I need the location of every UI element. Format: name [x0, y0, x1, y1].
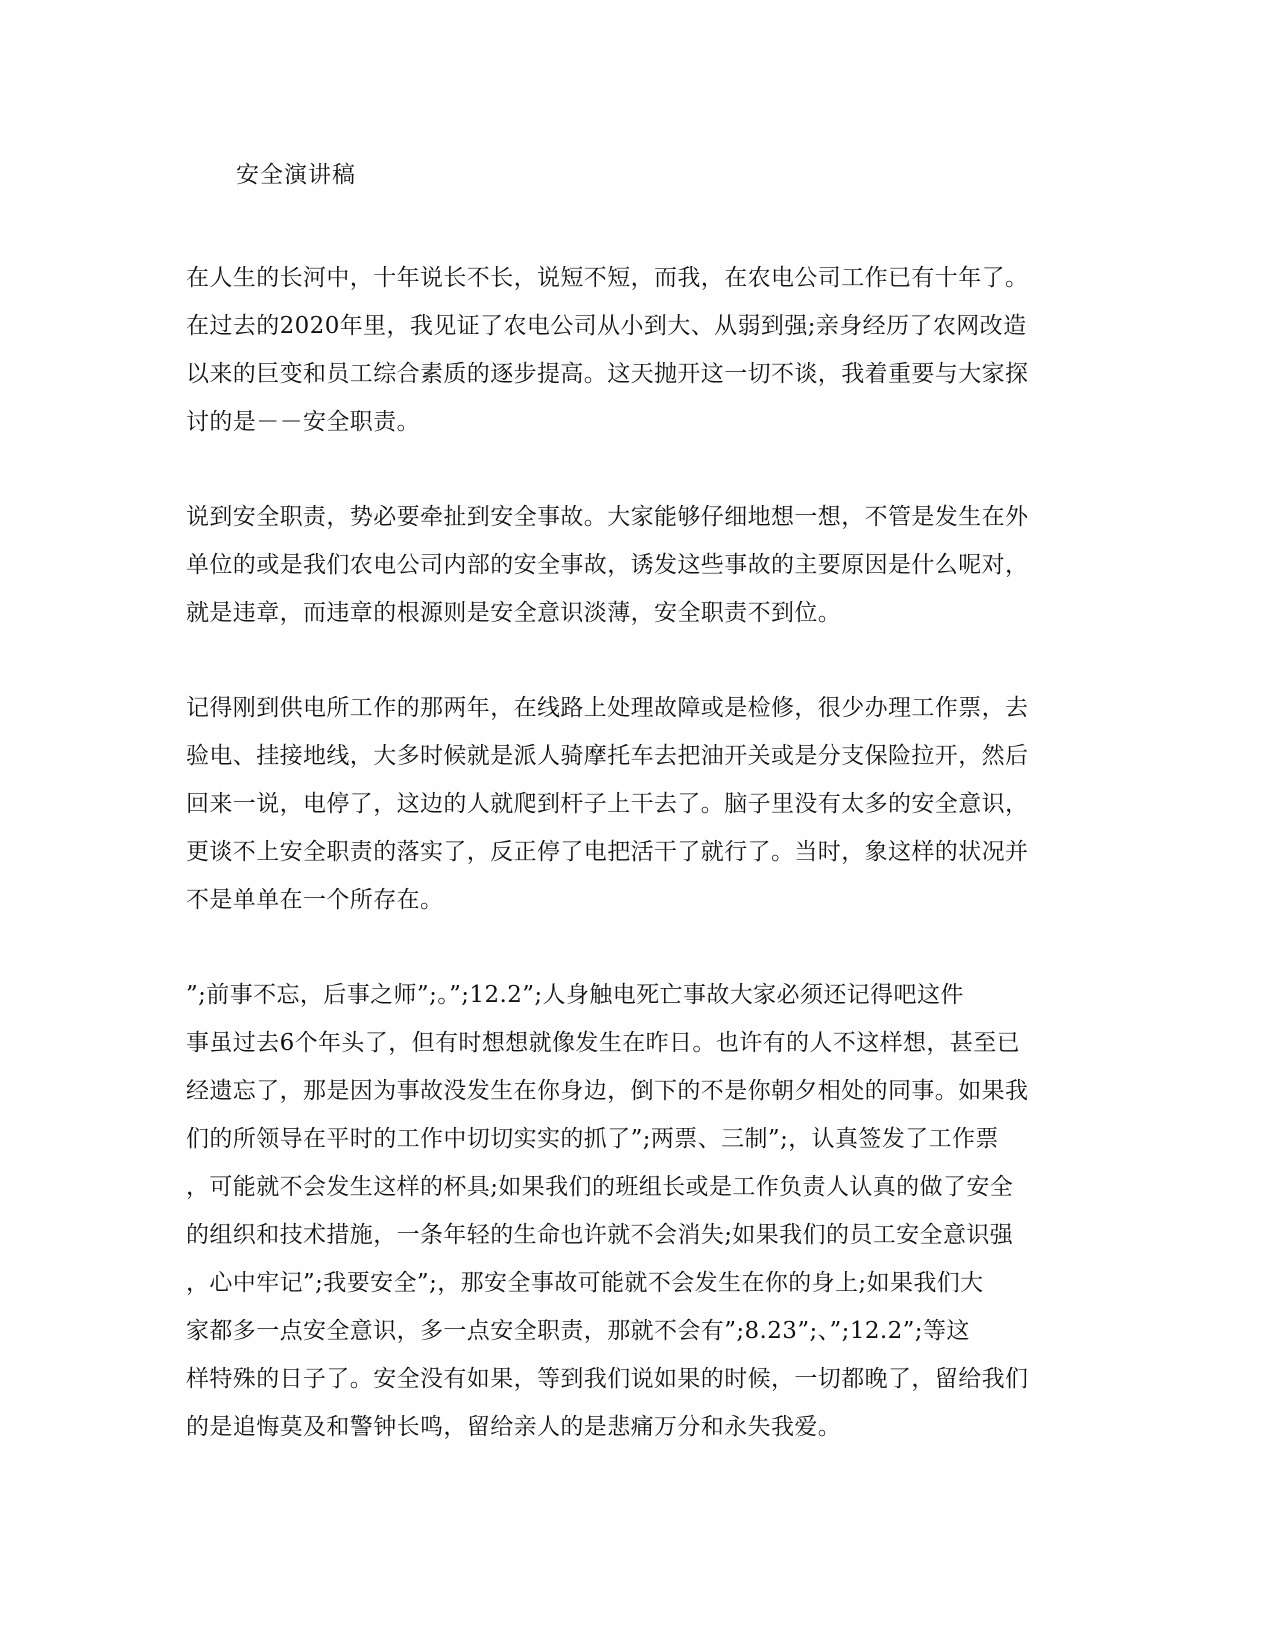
paragraph-line: 讨的是－－安全职责。: [186, 409, 420, 435]
paragraph-line: 事虽过去6个年头了，但有时想想就像发生在昨日。也许有的人不这样想，甚至已: [186, 1030, 1021, 1056]
paragraph-1: [186, 254, 1086, 446]
document-body: [186, 254, 1086, 1498]
paragraph-line: 不是单单在一个所存在。: [186, 887, 444, 913]
document-title: 安全演讲稿: [236, 162, 356, 188]
paragraph-line: ，心中牢记”;我要安全”;，那安全事故可能就不会发生在你的身上;如果我们大: [186, 1270, 984, 1296]
paragraph-line: 样特殊的日子了。安全没有如果，等到我们说如果的时候，一切都晚了，留给我们: [186, 1366, 1029, 1392]
paragraph-line: 说到安全职责，势必要牵扯到安全事故。大家能够仔细地想一想，不管是发生在外: [186, 504, 1029, 530]
paragraph-line: 的组织和技术措施，一条年轻的生命也许就不会消失;如果我们的员工安全意识强: [186, 1222, 1014, 1248]
paragraph-line: 在过去的2020年里，我见证了农电公司从小到大、从弱到强;亲身经历了农网改造: [186, 313, 1027, 339]
paragraph-line: 单位的或是我们农电公司内部的安全事故，诱发这些事故的主要原因是什么呢对，: [186, 552, 1029, 578]
paragraph-line: 家都多一点安全意识，多一点安全职责，那就不会有”;8.23”;、”;12.2”;等这: [186, 1318, 970, 1344]
paragraph-line: 经遗忘了，那是因为事故没发生在你身边，倒下的不是你朝夕相处的同事。如果我: [186, 1078, 1029, 1104]
paragraph-line: 在人生的长河中，十年说长不长，说短不短，而我，在农电公司工作已有十年了。: [186, 265, 1029, 291]
paragraph-line: 以来的巨变和员工综合素质的逐步提高。这天抛开这一切不谈，我着重要与大家探: [186, 361, 1029, 387]
paragraph-line: 回来一说，电停了，这边的人就爬到杆子上干去了。脑子里没有太多的安全意识，: [186, 791, 1029, 817]
paragraph-line: 就是违章，而违章的根源则是安全意识淡薄，安全职责不到位。: [186, 600, 842, 626]
paragraph-line: ”;前事不忘，后事之师”;。”;12.2”;人身触电死亡事故大家必须还记得吧这件: [186, 982, 964, 1008]
paragraph-line: 更谈不上安全职责的落实了，反正停了电把活干了就行了。当时，象这样的状况并: [186, 839, 1029, 865]
paragraph-line: 的是追悔莫及和警钟长鸣，留给亲人的是悲痛万分和永失我爱。: [186, 1414, 842, 1440]
paragraph-2: [186, 493, 1086, 637]
paragraph-line: 们的所领导在平时的工作中切切实实的抓了”;两票、三制”;，认真签发了工作票: [186, 1126, 999, 1152]
paragraph-line: 记得刚到供电所工作的那两年，在线路上处理故障或是检修，很少办理工作票，去: [186, 695, 1029, 721]
paragraph-3: [186, 684, 1086, 924]
paragraph-4: [186, 971, 1086, 1451]
paragraph-line: 验电、挂接地线，大多时候就是派人骑摩托车去把油开关或是分支保险拉开，然后: [186, 743, 1029, 769]
paragraph-line: ，可能就不会发生这样的杯具;如果我们的班组长或是工作负责人认真的做了安全: [186, 1174, 1014, 1200]
